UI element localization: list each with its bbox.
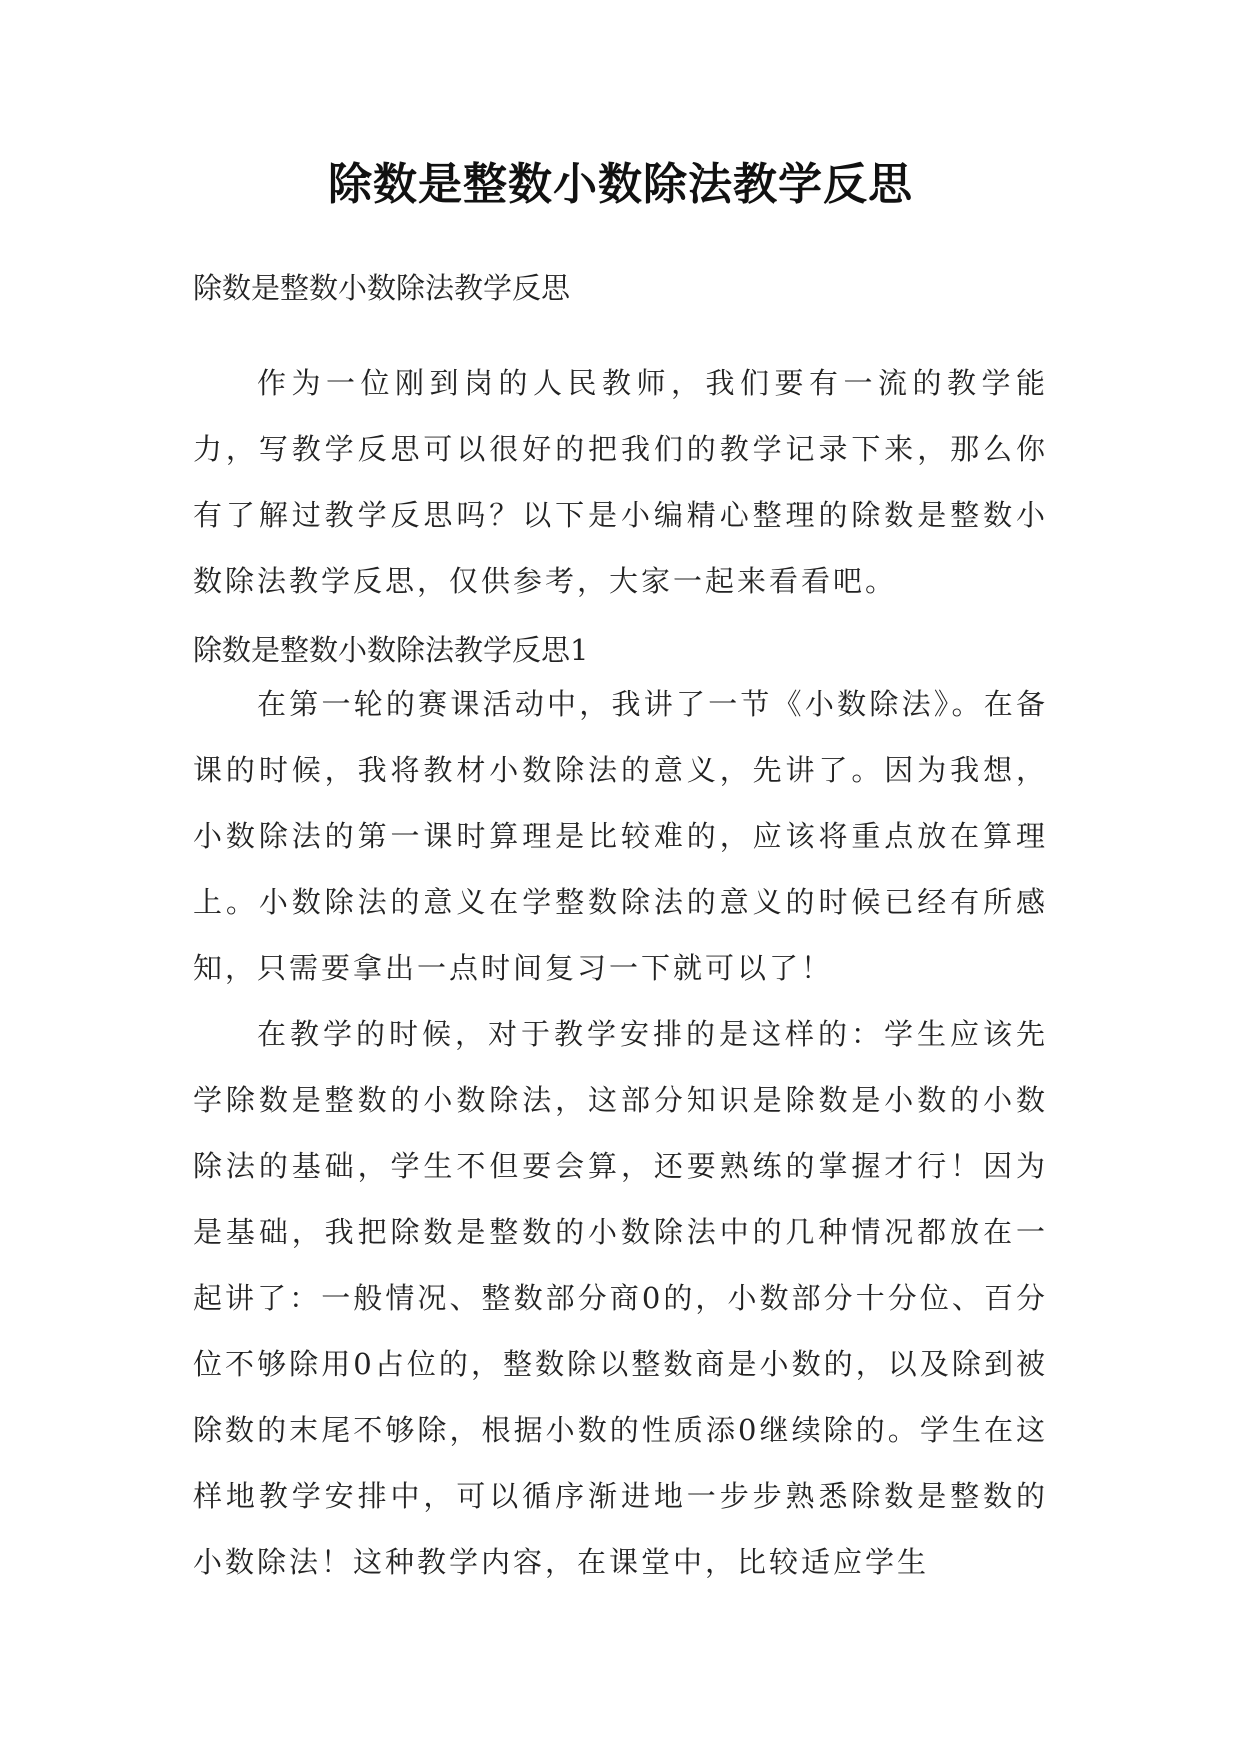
- intro-block: [193, 350, 1048, 614]
- document-subtitle: 除数是整数小数除法教学反思: [193, 271, 571, 305]
- intro-paragraph: 作为一位刚到岗的人民教师，我们要有一流的教学能力，写教学反思可以很好的把我们的教学记录下来，那么你有了解过教学反思吗？以下是小编精心整理的除数是整数小数除法教学反思，仅供参考，大家一起来看看吧。: [193, 366, 1048, 598]
- document-title: 除数是整数小数除法教学反思: [328, 159, 913, 210]
- section-body: [193, 671, 1048, 1595]
- body-paragraph-1: 在第一轮的赛课活动中，我讲了一节《小数除法》。在备课的时候，我将教材小数除法的意义，先讲了。因为我想，小数除法的第一课时算理是比较难的，应该将重点放在算理上。小数除法的意义在学整数除法的意义的时候已经有所感知，只需要拿出一点时间复习一下就可以了！: [193, 687, 1048, 985]
- body-paragraph-2: 在教学的时候，对于教学安排的是这样的：学生应该先学除数是整数的小数除法，这部分知识是除数是小数的小数除法的基础，学生不但要会算，还要熟练的掌握才行！因为是基础，我把除数是整数的小数除法中的几种情况都放在一起讲了：一般情况、整数部分商0的，小数部分十分位、百分位不够除用0占位的，整数除以整数商是小数的，以及除到被除数的末尾不够除，根据小数的性质添0继续除的。学生在这样地教学安排中，可以循序渐进地一步步熟悉除数是整数的小数除法！这种教学内容，在课堂中，比较适应学生: [193, 1017, 1048, 1579]
- section-heading: 除数是整数小数除法教学反思1: [193, 633, 589, 667]
